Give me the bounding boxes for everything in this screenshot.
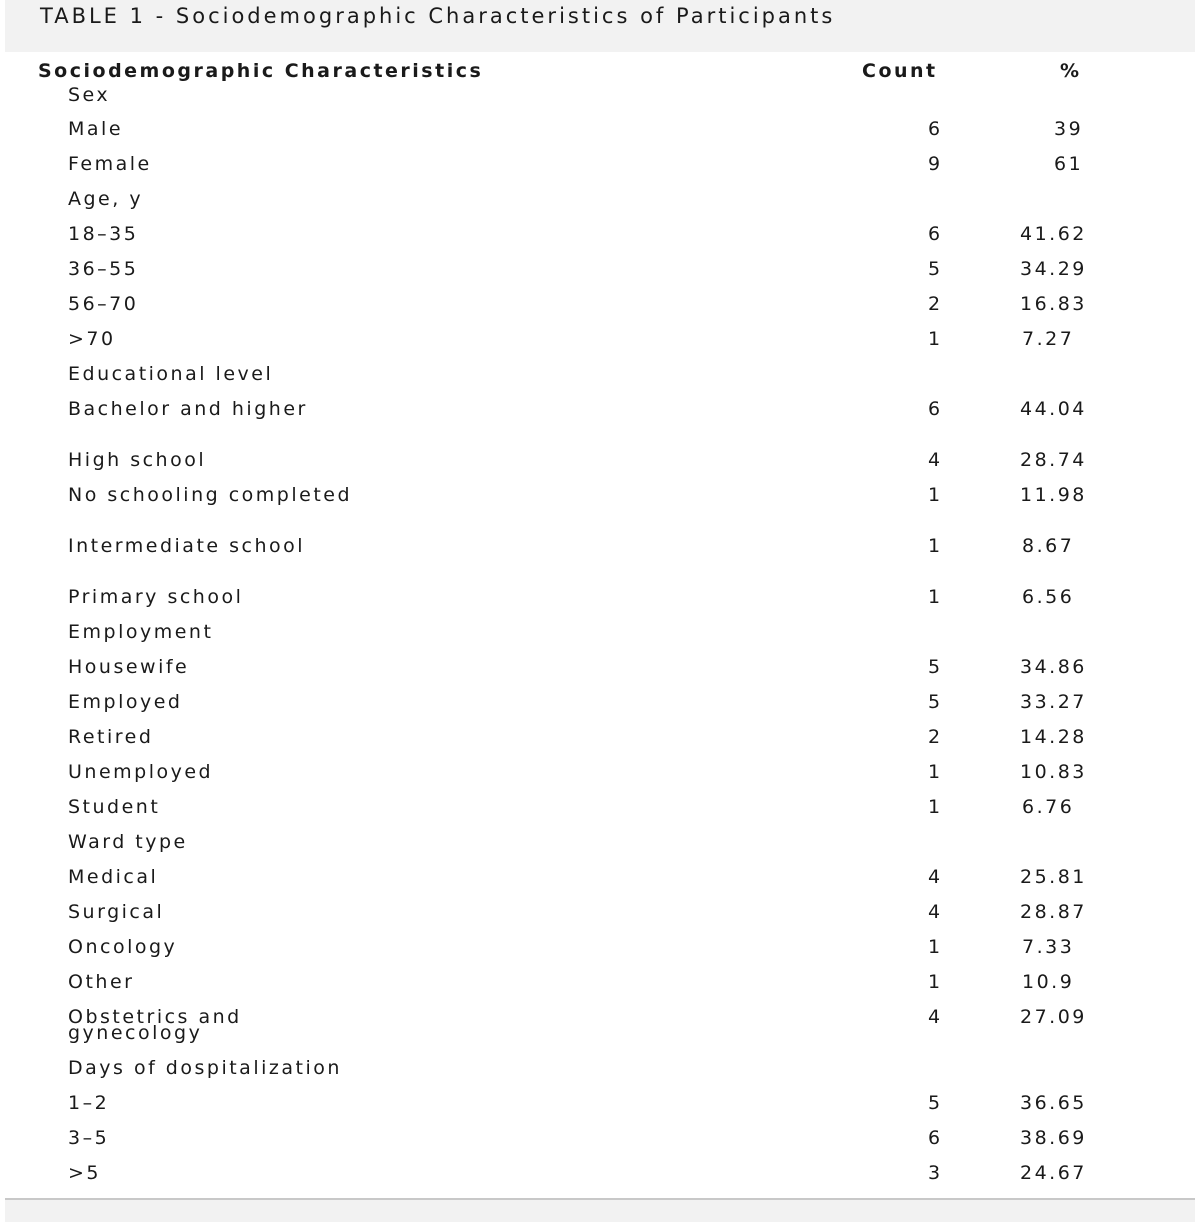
row-label: Housewife: [68, 656, 190, 678]
row-count: 5: [928, 659, 943, 675]
row-percent: 16.83: [1020, 293, 1087, 315]
row-percent: 6.76: [1022, 796, 1075, 818]
column-header-count: Count: [862, 60, 938, 82]
row-count: 6: [928, 121, 943, 137]
row-label: 56–70: [68, 293, 139, 315]
row-label: Male: [68, 118, 124, 140]
row-label: 18–35: [68, 223, 139, 245]
row-label: Employed: [68, 691, 183, 713]
row-percent: 7.33: [1022, 936, 1075, 958]
row-count: 5: [928, 694, 943, 710]
row-percent: 27.09: [1020, 1006, 1087, 1028]
row-count: 5: [928, 1095, 943, 1111]
row-count: 1: [928, 487, 943, 503]
row-percent: 44.04: [1020, 398, 1087, 420]
row-percent: 8.67: [1022, 535, 1075, 557]
row-count: 2: [928, 296, 943, 312]
row-count: 4: [928, 904, 943, 920]
row-label: 36–55: [68, 258, 139, 280]
row-count: 6: [928, 226, 943, 242]
row-label: High school: [68, 449, 207, 471]
row-count: 9: [928, 156, 943, 172]
table-header-row: [0, 60, 1200, 80]
row-label: Primary school: [68, 586, 244, 608]
row-label: Intermediate school: [68, 535, 306, 557]
row-label: Other: [68, 971, 135, 993]
table-footer-bar: [5, 1200, 1195, 1222]
row-count: 1: [928, 331, 943, 347]
row-count: 1: [928, 974, 943, 990]
row-percent: 25.81: [1020, 866, 1087, 888]
row-percent: 14.28: [1020, 726, 1087, 748]
row-count: 6: [928, 1130, 943, 1146]
row-count: 1: [928, 799, 943, 815]
row-count: 4: [928, 1009, 943, 1025]
row-count: 1: [928, 538, 943, 554]
row-percent: 7.27: [1022, 328, 1075, 350]
row-label: Female: [68, 153, 152, 175]
row-percent: 34.29: [1020, 258, 1087, 280]
row-percent: 34.86: [1020, 656, 1087, 678]
row-label: >5: [68, 1162, 102, 1184]
row-label: Retired: [68, 726, 154, 748]
group-label: Employment: [68, 621, 214, 643]
row-percent: 10.83: [1020, 761, 1087, 783]
row-label: Medical: [68, 866, 159, 888]
row-percent: 39: [1054, 118, 1084, 140]
group-label: Age, y: [68, 188, 144, 210]
row-percent: 11.98: [1020, 484, 1087, 506]
row-percent: 38.69: [1020, 1127, 1087, 1149]
row-percent: 24.67: [1020, 1162, 1087, 1184]
row-count: 1: [928, 764, 943, 780]
table-caption: TABLE 1 - Sociodemographic Characteristics of Participants: [5, 0, 1195, 52]
row-count: 1: [928, 589, 943, 605]
row-count: 2: [928, 729, 943, 745]
row-percent: 28.74: [1020, 449, 1087, 471]
group-label: Sex: [68, 84, 111, 106]
row-count: 3: [928, 1165, 943, 1181]
row-label: Obstetrics and gynecology: [68, 1006, 242, 1044]
row-label: 1–2: [68, 1092, 110, 1114]
column-header-percent: %: [1060, 60, 1082, 82]
row-percent: 33.27: [1020, 691, 1087, 713]
row-percent: 10.9: [1022, 971, 1075, 993]
row-count: 4: [928, 452, 943, 468]
row-label: 3–5: [68, 1127, 110, 1149]
row-label: Student: [68, 796, 161, 818]
group-label: Educational level: [68, 363, 274, 385]
row-label: Oncology: [68, 936, 178, 958]
row-percent: 6.56: [1022, 586, 1075, 608]
row-label: Surgical: [68, 901, 165, 923]
row-label: No schooling completed: [68, 484, 353, 506]
row-count: 1: [928, 939, 943, 955]
row-label: Bachelor and higher: [68, 398, 308, 420]
group-label: Ward type: [68, 831, 188, 853]
row-count: 5: [928, 261, 943, 277]
row-count: 4: [928, 869, 943, 885]
row-percent: 36.65: [1020, 1092, 1087, 1114]
row-percent: 61: [1054, 153, 1084, 175]
row-count: 6: [928, 401, 943, 417]
group-label: Days of dospitalization: [68, 1057, 342, 1079]
row-percent: 28.87: [1020, 901, 1087, 923]
column-header-characteristic: Sociodemographic Characteristics: [38, 60, 484, 82]
row-label: Unemployed: [68, 761, 214, 783]
row-label: >70: [68, 328, 116, 350]
row-percent: 41.62: [1020, 223, 1087, 245]
